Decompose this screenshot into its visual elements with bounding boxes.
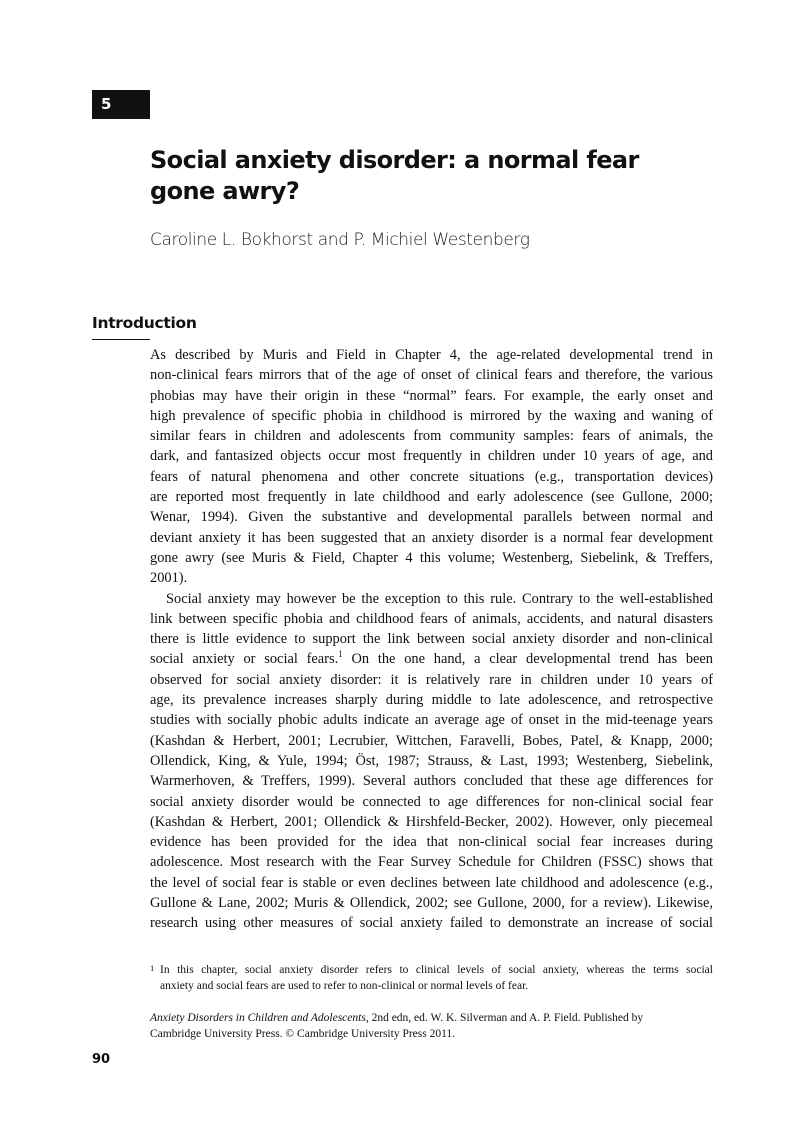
body-line: research using other measures of social anxiety failed to demonstrate an increase of social	[150, 915, 713, 932]
citation-text: Cambridge University Press. © Cambridge University Press 2011.	[150, 1027, 456, 1040]
section-heading: Introduction	[92, 314, 197, 332]
body-line: adolescence. Most research with the Fear Survey Schedule for Children (FSSC) shows that	[150, 854, 713, 871]
citation-text: , 2nd edn, ed. W. K. Silverman and A. P. Field. Published by	[365, 1012, 644, 1024]
body-line: Ollendick, King, & Yule, 1994; Öst, 1987; Strauss, & Last, 1993; Westenberg, Siebelink,	[150, 752, 713, 769]
body-line: Social anxiety may however be the exception to this rule. Contrary to the well-established	[166, 590, 713, 607]
footnote-line: In this chapter, social anxiety disorder refers to clinical levels of social anxiety, whereas the terms social	[160, 964, 713, 976]
body-line: are reported most frequently in late childhood and early adolescence (see Gullone, 2000;	[150, 489, 713, 506]
body-line: link between specific phobia and childhood fears of animals, accidents, and natural disasters	[150, 610, 713, 627]
body-line: social anxiety disorder would be connected to age differences for non-clinical social fear	[150, 793, 713, 810]
body-line: deviant anxiety it has been suggested that an anxiety disorder is a normal fear development	[150, 529, 713, 546]
body-line: there is little evidence to support the link between social anxiety disorder and non-clinical	[150, 631, 713, 648]
body-line: phobias may have their origin in these “normal” fears. For example, the early onset and	[150, 387, 713, 404]
body-line: evidence has been provided for the idea that non-clinical social fear increases during	[150, 834, 713, 851]
body-line-text: On the one hand, a clear developmental trend has been	[342, 651, 713, 668]
body-line: similar fears in children and adolescents from community samples: fears of animals, the	[150, 428, 713, 445]
chapter-title-line: gone awry?	[150, 177, 300, 205]
body-line: Warmerhoven, & Treffers, 1999). Several authors concluded that these age differences for	[150, 773, 713, 790]
chapter-title-line: Social anxiety disorder: a normal fear	[150, 146, 639, 174]
body-line	[150, 649, 713, 669]
body-line: age, its prevalence increases sharply during middle to late adolescence, and retrospective	[150, 692, 713, 709]
body-line: (Kashdan & Herbert, 2001; Ollendick & Hirshfeld-Becker, 2002). However, only piecemeal	[150, 813, 713, 830]
footnote	[150, 962, 713, 994]
body-line: high prevalence of specific phobia in childhood is mirrored by the waxing and waning of	[150, 407, 713, 424]
body-line: gone awry (see Muris & Field, Chapter 4 this volume; Westenberg, Siebelink, & Treffers,	[150, 549, 713, 566]
section-heading-rule	[92, 339, 150, 340]
body-line-text: social anxiety or social fears.	[150, 651, 339, 668]
chapter-number-badge: 5	[92, 90, 150, 119]
body-line: dark, and fantasized objects occur most frequently in children under 10 years of age, and	[150, 448, 713, 465]
footnote-line: anxiety and social fears are used to refer to non-clinical or normal levels of fear.	[160, 980, 529, 992]
book-citation	[150, 1011, 713, 1042]
chapter-title	[150, 145, 710, 207]
body-line: Wenar, 1994). Given the substantive and developmental parallels between normal and	[150, 509, 713, 526]
body-line: Gullone & Lane, 2002; Muris & Ollendick, 2002; see Gullone, 2000, for a review). Likewise,	[150, 895, 713, 912]
body-line: observed for social anxiety disorder: it is relatively rare in children under 10 years of	[150, 671, 713, 688]
body-line: As described by Muris and Field in Chapter 4, the age-related developmental trend in	[150, 347, 713, 363]
footnote-mark: 1	[150, 963, 155, 973]
body-line: (Kashdan & Herbert, 2001; Lecrubier, Wittchen, Faravelli, Bobes, Patel, & Knapp, 2000;	[150, 732, 713, 749]
body-line: the level of social fear is stable or even declines between late childhood and adolescence (e.g.,	[150, 874, 713, 891]
body-line: 2001).	[150, 570, 188, 587]
page-number: 90	[92, 1052, 111, 1067]
body-text	[150, 345, 713, 934]
body-line: fears of natural phenomena and other concrete situations (e.g., transportation devices)	[150, 468, 713, 485]
footnote-reference[interactable]: 1	[338, 649, 343, 660]
book-title: Anxiety Disorders in Children and Adolescents	[150, 1012, 366, 1024]
body-line: studies with socially phobic adults indicate an average age of onset in the mid-teenage years	[150, 712, 713, 729]
chapter-authors: Caroline L. Bokhorst and P. Michiel Westenberg	[150, 230, 530, 250]
body-line: non-clinical fears mirrors that of the age of onset of clinical fears and therefore, the various	[150, 367, 713, 384]
